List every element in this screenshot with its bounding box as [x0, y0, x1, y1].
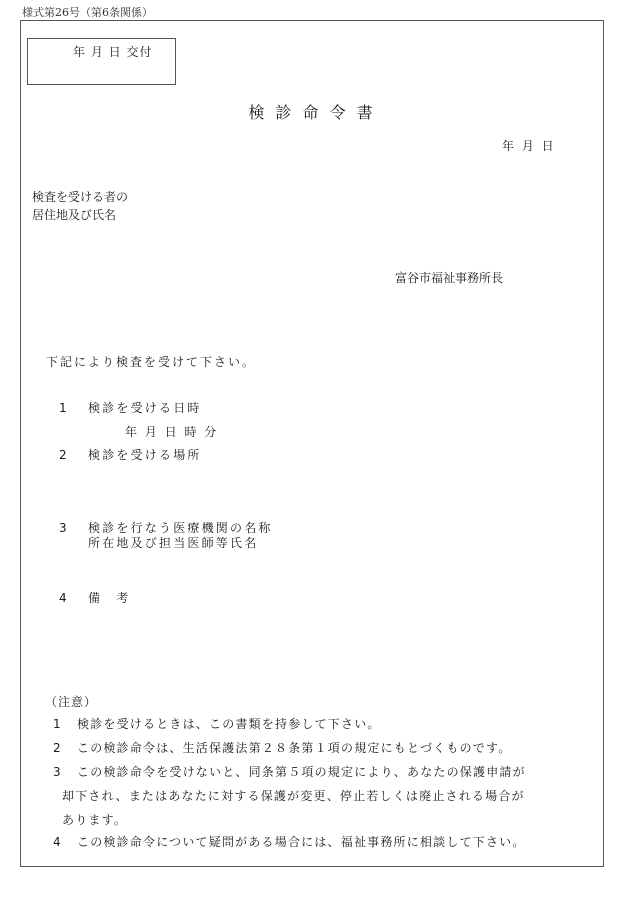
note-number: 1	[53, 717, 61, 731]
issue-date-box	[27, 38, 176, 85]
note-number: 2	[53, 741, 61, 755]
document-date: 年 月 日	[502, 139, 556, 153]
item-number: 3	[59, 521, 67, 535]
document-title: 検 診 命 令 書	[248, 103, 376, 122]
instruction-text: 下記により検査を受けて下さい。	[46, 355, 257, 369]
recipient-label-line1: 検査を受ける者の	[32, 190, 129, 204]
item-number: 4	[59, 591, 67, 605]
item-label-institution-address: 所在地及び担当医師等氏名	[88, 536, 259, 550]
item-label-institution: 検診を行なう医療機関の名称	[88, 521, 273, 535]
note-text: この検診命令について疑問がある場合には、福祉事務所に相談して下さい。	[77, 835, 526, 849]
item-number: 1	[59, 401, 67, 415]
notes-header: （注意）	[45, 695, 98, 709]
item-label-exam-place: 検診を受ける場所	[88, 448, 202, 462]
exam-datetime-fields: 年 月 日 時 分	[125, 425, 219, 439]
item-label-exam-datetime: 検診を受ける日時	[88, 401, 202, 415]
issuing-office: 富谷市福祉事務所長	[395, 271, 504, 285]
note-number: 3	[53, 765, 61, 779]
form-number: 様式第26号（第6条関係）	[22, 6, 153, 19]
note-text-continuation: あります。	[62, 813, 128, 827]
note-text: この検診命令を受けないと、同条第５項の規定により、あなたの保護申請が	[77, 765, 526, 779]
note-number: 4	[53, 835, 61, 849]
issue-date-label: 年 月 日 交付	[73, 45, 153, 59]
recipient-label-line2: 居住地及び氏名	[32, 208, 117, 222]
note-text-continuation: 却下され、またはあなたに対する保護が変更、停止若しくは廃止される場合が	[62, 789, 525, 803]
item-label-remarks: 備 考	[88, 591, 131, 605]
item-number: 2	[59, 448, 67, 462]
note-text: この検診命令は、生活保護法第２８条第１項の規定にもとづくものです。	[77, 741, 512, 755]
note-text: 検診を受けるときは、この書類を持参して下さい。	[77, 717, 381, 731]
